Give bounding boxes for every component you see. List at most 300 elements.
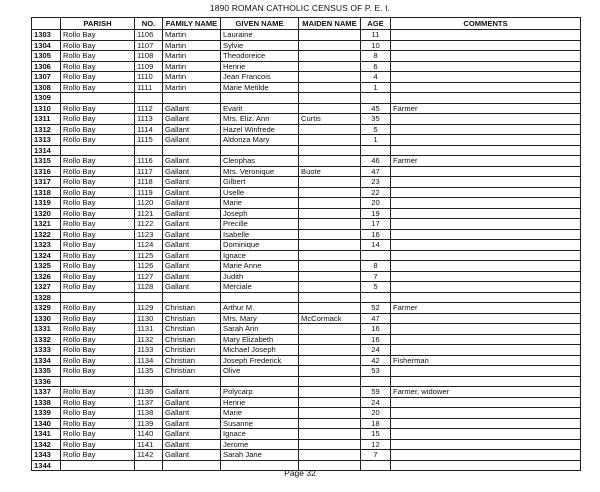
table-row [32,271,581,282]
cell-comments: Farmer [391,156,581,167]
cell-row-number: 1309 [32,93,61,104]
cell-comments [391,429,581,440]
cell-parish: Rollo Bay [61,313,135,324]
cell-number [135,376,163,387]
table-row [32,177,581,188]
cell-row-number: 1328 [32,292,61,303]
cell-maiden-name [299,324,361,335]
cell-comments [391,271,581,282]
table-row [32,334,581,345]
cell-comments [391,408,581,419]
cell-given-name [221,292,299,303]
cell-comments [391,324,581,335]
table-row [32,345,581,356]
cell-row-number: 1319 [32,198,61,209]
cell-row-number: 1323 [32,240,61,251]
cell-number: 1110 [135,72,163,83]
cell-given-name: Mrs. Mary [221,313,299,324]
cell-number: 1107 [135,40,163,51]
cell-number: 1122 [135,219,163,230]
cell-row-number: 1335 [32,366,61,377]
cell-row-number: 1343 [32,450,61,461]
cell-number: 1119 [135,187,163,198]
cell-maiden-name [299,408,361,419]
cell-family-name: Gallant [163,429,221,440]
cell-number: 1114 [135,124,163,135]
cell-age [361,292,391,303]
cell-number: 1138 [135,408,163,419]
cell-number: 1124 [135,240,163,251]
cell-comments [391,82,581,93]
cell-number: 1123 [135,229,163,240]
cell-family-name: Martin [163,40,221,51]
cell-number: 1142 [135,450,163,461]
cell-maiden-name [299,271,361,282]
cell-number: 1111 [135,82,163,93]
cell-number: 1135 [135,366,163,377]
cell-family-name: Gallant [163,219,221,230]
cell-parish: Rollo Bay [61,156,135,167]
table-row [32,261,581,272]
cell-parish: Rollo Bay [61,334,135,345]
cell-family-name [163,93,221,104]
cell-row-number: 1321 [32,219,61,230]
cell-number: 1121 [135,208,163,219]
table-row [32,282,581,293]
cell-parish: Rollo Bay [61,261,135,272]
cell-given-name: Olive [221,366,299,377]
cell-comments [391,282,581,293]
header-maiden-name: MAIDEN NAME [299,18,361,30]
cell-number: 1108 [135,51,163,62]
cell-parish: Rollo Bay [61,271,135,282]
table-row [32,219,581,230]
cell-maiden-name: McCormack [299,313,361,324]
cell-number: 1130 [135,313,163,324]
cell-number [135,145,163,156]
cell-row-number: 1317 [32,177,61,188]
cell-maiden-name [299,61,361,72]
cell-age: 8 [361,261,391,272]
cell-number: 1136 [135,387,163,398]
cell-comments [391,177,581,188]
cell-row-number: 1331 [32,324,61,335]
cell-family-name: Gallant [163,240,221,251]
cell-comments: Farmer [391,103,581,114]
cell-given-name: Jean Francois [221,72,299,83]
census-table [31,17,581,471]
cell-row-number: 1312 [32,124,61,135]
cell-parish: Rollo Bay [61,408,135,419]
cell-given-name: Lauraine [221,30,299,41]
cell-maiden-name [299,250,361,261]
cell-given-name: Michael Joseph [221,345,299,356]
cell-age: 53 [361,366,391,377]
cell-row-number: 1314 [32,145,61,156]
cell-family-name: Gallant [163,156,221,167]
cell-family-name: Gallant [163,177,221,188]
cell-age: 8 [361,51,391,62]
cell-comments [391,334,581,345]
cell-given-name: Mrs. Veronique [221,166,299,177]
cell-maiden-name [299,345,361,356]
cell-parish: Rollo Bay [61,240,135,251]
cell-given-name: Theodoreice [221,51,299,62]
table-row [32,208,581,219]
cell-parish [61,145,135,156]
cell-age: 23 [361,177,391,188]
cell-comments [391,397,581,408]
cell-row-number: 1336 [32,376,61,387]
cell-number: 1113 [135,114,163,125]
table-row [32,187,581,198]
cell-age: 20 [361,408,391,419]
cell-maiden-name [299,135,361,146]
cell-comments [391,345,581,356]
cell-maiden-name [299,439,361,450]
table-row [32,240,581,251]
cell-parish: Rollo Bay [61,397,135,408]
cell-comments: Farmer, widower [391,387,581,398]
cell-age: 4 [361,72,391,83]
cell-age: 59 [361,387,391,398]
cell-row-number: 1313 [32,135,61,146]
header-comments: COMMENTS [391,18,581,30]
cell-comments [391,166,581,177]
cell-number: 1128 [135,282,163,293]
table-row [32,313,581,324]
cell-given-name: Mrs. Eliz. Ann [221,114,299,125]
cell-given-name: Marie [221,198,299,209]
cell-number: 1133 [135,345,163,356]
cell-parish: Rollo Bay [61,61,135,72]
cell-number [135,292,163,303]
cell-family-name: Gallant [163,282,221,293]
cell-given-name: Isabelle [221,229,299,240]
cell-comments [391,114,581,125]
cell-parish: Rollo Bay [61,324,135,335]
cell-parish: Rollo Bay [61,187,135,198]
cell-family-name: Gallant [163,208,221,219]
cell-number: 1115 [135,135,163,146]
cell-maiden-name [299,292,361,303]
census-body [32,30,581,471]
cell-age: 18 [361,418,391,429]
cell-family-name: Gallant [163,124,221,135]
cell-maiden-name [299,261,361,272]
cell-maiden-name [299,198,361,209]
cell-age: 24 [361,397,391,408]
header-family-name: FAMILY NAME [163,18,221,30]
cell-maiden-name [299,418,361,429]
table-row [32,250,581,261]
cell-comments [391,240,581,251]
cell-family-name: Gallant [163,250,221,261]
table-row [32,145,581,156]
cell-parish: Rollo Bay [61,208,135,219]
cell-maiden-name [299,82,361,93]
cell-given-name: Mary Elizabeth [221,334,299,345]
cell-maiden-name [299,187,361,198]
cell-family-name: Gallant [163,261,221,272]
cell-given-name: Jerome [221,439,299,450]
cell-comments [391,187,581,198]
cell-number: 1112 [135,103,163,114]
cell-given-name: Sarah Ann [221,324,299,335]
cell-maiden-name [299,40,361,51]
cell-parish: Rollo Bay [61,429,135,440]
cell-parish: Rollo Bay [61,439,135,450]
cell-number: 1116 [135,156,163,167]
cell-number: 1127 [135,271,163,282]
cell-given-name: Joseph [221,208,299,219]
cell-age: 19 [361,208,391,219]
cell-row-number: 1341 [32,429,61,440]
cell-parish: Rollo Bay [61,166,135,177]
table-row [32,355,581,366]
cell-comments [391,124,581,135]
cell-family-name: Christian [163,313,221,324]
cell-family-name [163,145,221,156]
cell-family-name: Christian [163,334,221,345]
cell-number: 1120 [135,198,163,209]
cell-maiden-name [299,229,361,240]
cell-row-number: 1305 [32,51,61,62]
cell-number: 1134 [135,355,163,366]
table-row [32,61,581,72]
cell-maiden-name [299,376,361,387]
cell-given-name: Henrie [221,61,299,72]
table-row [32,418,581,429]
table-row [32,292,581,303]
cell-age: 35 [361,114,391,125]
cell-maiden-name: Curtis [299,114,361,125]
table-row [32,114,581,125]
cell-given-name [221,145,299,156]
cell-row-number: 1332 [32,334,61,345]
cell-number: 1125 [135,250,163,261]
cell-maiden-name [299,30,361,41]
cell-row-number: 1303 [32,30,61,41]
cell-parish: Rollo Bay [61,366,135,377]
table-row [32,156,581,167]
cell-maiden-name [299,145,361,156]
cell-age: 16 [361,229,391,240]
cell-given-name: Ignace [221,429,299,440]
cell-age: 12 [361,439,391,450]
cell-row-number: 1340 [32,418,61,429]
cell-comments: Fisherman [391,355,581,366]
cell-parish: Rollo Bay [61,30,135,41]
cell-number [135,93,163,104]
cell-family-name: Martin [163,51,221,62]
cell-number: 1131 [135,324,163,335]
cell-row-number: 1333 [32,345,61,356]
cell-row-number: 1327 [32,282,61,293]
cell-given-name [221,376,299,387]
cell-age: 5 [361,282,391,293]
table-row [32,93,581,104]
table-row [32,376,581,387]
cell-family-name: Gallant [163,103,221,114]
cell-family-name: Martin [163,61,221,72]
cell-age [361,145,391,156]
cell-parish: Rollo Bay [61,103,135,114]
cell-family-name: Gallant [163,450,221,461]
cell-given-name: Arthur M. [221,303,299,314]
cell-row-number: 1318 [32,187,61,198]
table-row [32,450,581,461]
cell-family-name: Martin [163,72,221,83]
cell-age: 47 [361,313,391,324]
cell-parish: Rollo Bay [61,177,135,188]
cell-maiden-name [299,240,361,251]
cell-age: 46 [361,156,391,167]
cell-parish: Rollo Bay [61,303,135,314]
cell-maiden-name [299,387,361,398]
cell-comments [391,250,581,261]
cell-given-name: Evarit [221,103,299,114]
cell-family-name: Gallant [163,166,221,177]
cell-number: 1126 [135,261,163,272]
cell-row-number: 1324 [32,250,61,261]
cell-row-number: 1304 [32,40,61,51]
cell-given-name: Henrie [221,397,299,408]
cell-row-number: 1306 [32,61,61,72]
cell-row-number: 1329 [32,303,61,314]
cell-number: 1140 [135,429,163,440]
cell-row-number: 1311 [32,114,61,125]
cell-age: 1 [361,82,391,93]
cell-age [361,250,391,261]
table-row [32,397,581,408]
cell-family-name: Christian [163,303,221,314]
cell-row-number: 1307 [32,72,61,83]
cell-age: 5 [361,124,391,135]
cell-given-name: Marie Metilde [221,82,299,93]
cell-parish: Rollo Bay [61,72,135,83]
cell-maiden-name [299,355,361,366]
cell-parish: Rollo Bay [61,198,135,209]
table-row [32,366,581,377]
table-row [32,40,581,51]
cell-family-name: Christian [163,345,221,356]
cell-given-name: Cleophas [221,156,299,167]
cell-comments [391,376,581,387]
cell-parish: Rollo Bay [61,124,135,135]
cell-number: 1117 [135,166,163,177]
cell-comments [391,61,581,72]
cell-age: 14 [361,240,391,251]
page-title: 1890 ROMAN CATHOLIC CENSUS OF P. E. I. [209,3,391,13]
cell-comments [391,40,581,51]
cell-age: 15 [361,429,391,440]
cell-number: 1139 [135,418,163,429]
cell-maiden-name [299,303,361,314]
table-row [32,166,581,177]
cell-comments [391,145,581,156]
cell-family-name: Christian [163,355,221,366]
cell-family-name: Gallant [163,408,221,419]
cell-family-name: Gallant [163,439,221,450]
cell-row-number: 1338 [32,397,61,408]
table-row [32,30,581,41]
table-row [32,72,581,83]
table-row [32,82,581,93]
cell-parish: Rollo Bay [61,345,135,356]
cell-parish: Rollo Bay [61,450,135,461]
cell-comments [391,135,581,146]
cell-parish: Rollo Bay [61,418,135,429]
cell-family-name: Gallant [163,114,221,125]
header-rownum [32,18,61,30]
cell-comments [391,366,581,377]
cell-row-number: 1334 [32,355,61,366]
cell-parish: Rollo Bay [61,82,135,93]
table-row [32,51,581,62]
cell-age: 52 [361,303,391,314]
cell-parish: Rollo Bay [61,229,135,240]
cell-number: 1106 [135,30,163,41]
cell-maiden-name [299,450,361,461]
table-row [32,103,581,114]
header-no: NO. [135,18,163,30]
cell-row-number: 1339 [32,408,61,419]
cell-row-number: 1326 [32,271,61,282]
cell-parish: Rollo Bay [61,135,135,146]
cell-parish [61,292,135,303]
cell-parish [61,93,135,104]
header-age: AGE [361,18,391,30]
cell-parish: Rollo Bay [61,40,135,51]
cell-comments [391,450,581,461]
cell-number: 1129 [135,303,163,314]
cell-comments [391,292,581,303]
cell-family-name: Gallant [163,229,221,240]
cell-comments [391,51,581,62]
cell-age: 24 [361,345,391,356]
cell-given-name: Gilbert [221,177,299,188]
cell-maiden-name [299,334,361,345]
cell-number: 1137 [135,397,163,408]
cell-parish: Rollo Bay [61,355,135,366]
cell-family-name: Christian [163,324,221,335]
cell-comments [391,418,581,429]
header-parish: PARISH [61,18,135,30]
header-given-name: GIVEN NAME [221,18,299,30]
cell-row-number: 1310 [32,103,61,114]
cell-family-name: Gallant [163,198,221,209]
cell-given-name: Precille [221,219,299,230]
cell-parish: Rollo Bay [61,250,135,261]
cell-age [361,376,391,387]
cell-parish: Rollo Bay [61,51,135,62]
cell-age: 20 [361,198,391,209]
cell-row-number: 1325 [32,261,61,272]
cell-number: 1118 [135,177,163,188]
cell-given-name: Aldonza Mary [221,135,299,146]
cell-age: 16 [361,334,391,345]
cell-given-name: Sylvie [221,40,299,51]
cell-family-name [163,376,221,387]
cell-parish: Rollo Bay [61,114,135,125]
cell-maiden-name [299,93,361,104]
cell-comments [391,439,581,450]
cell-comments [391,198,581,209]
cell-parish: Rollo Bay [61,387,135,398]
cell-row-number: 1315 [32,156,61,167]
cell-family-name: Gallant [163,387,221,398]
